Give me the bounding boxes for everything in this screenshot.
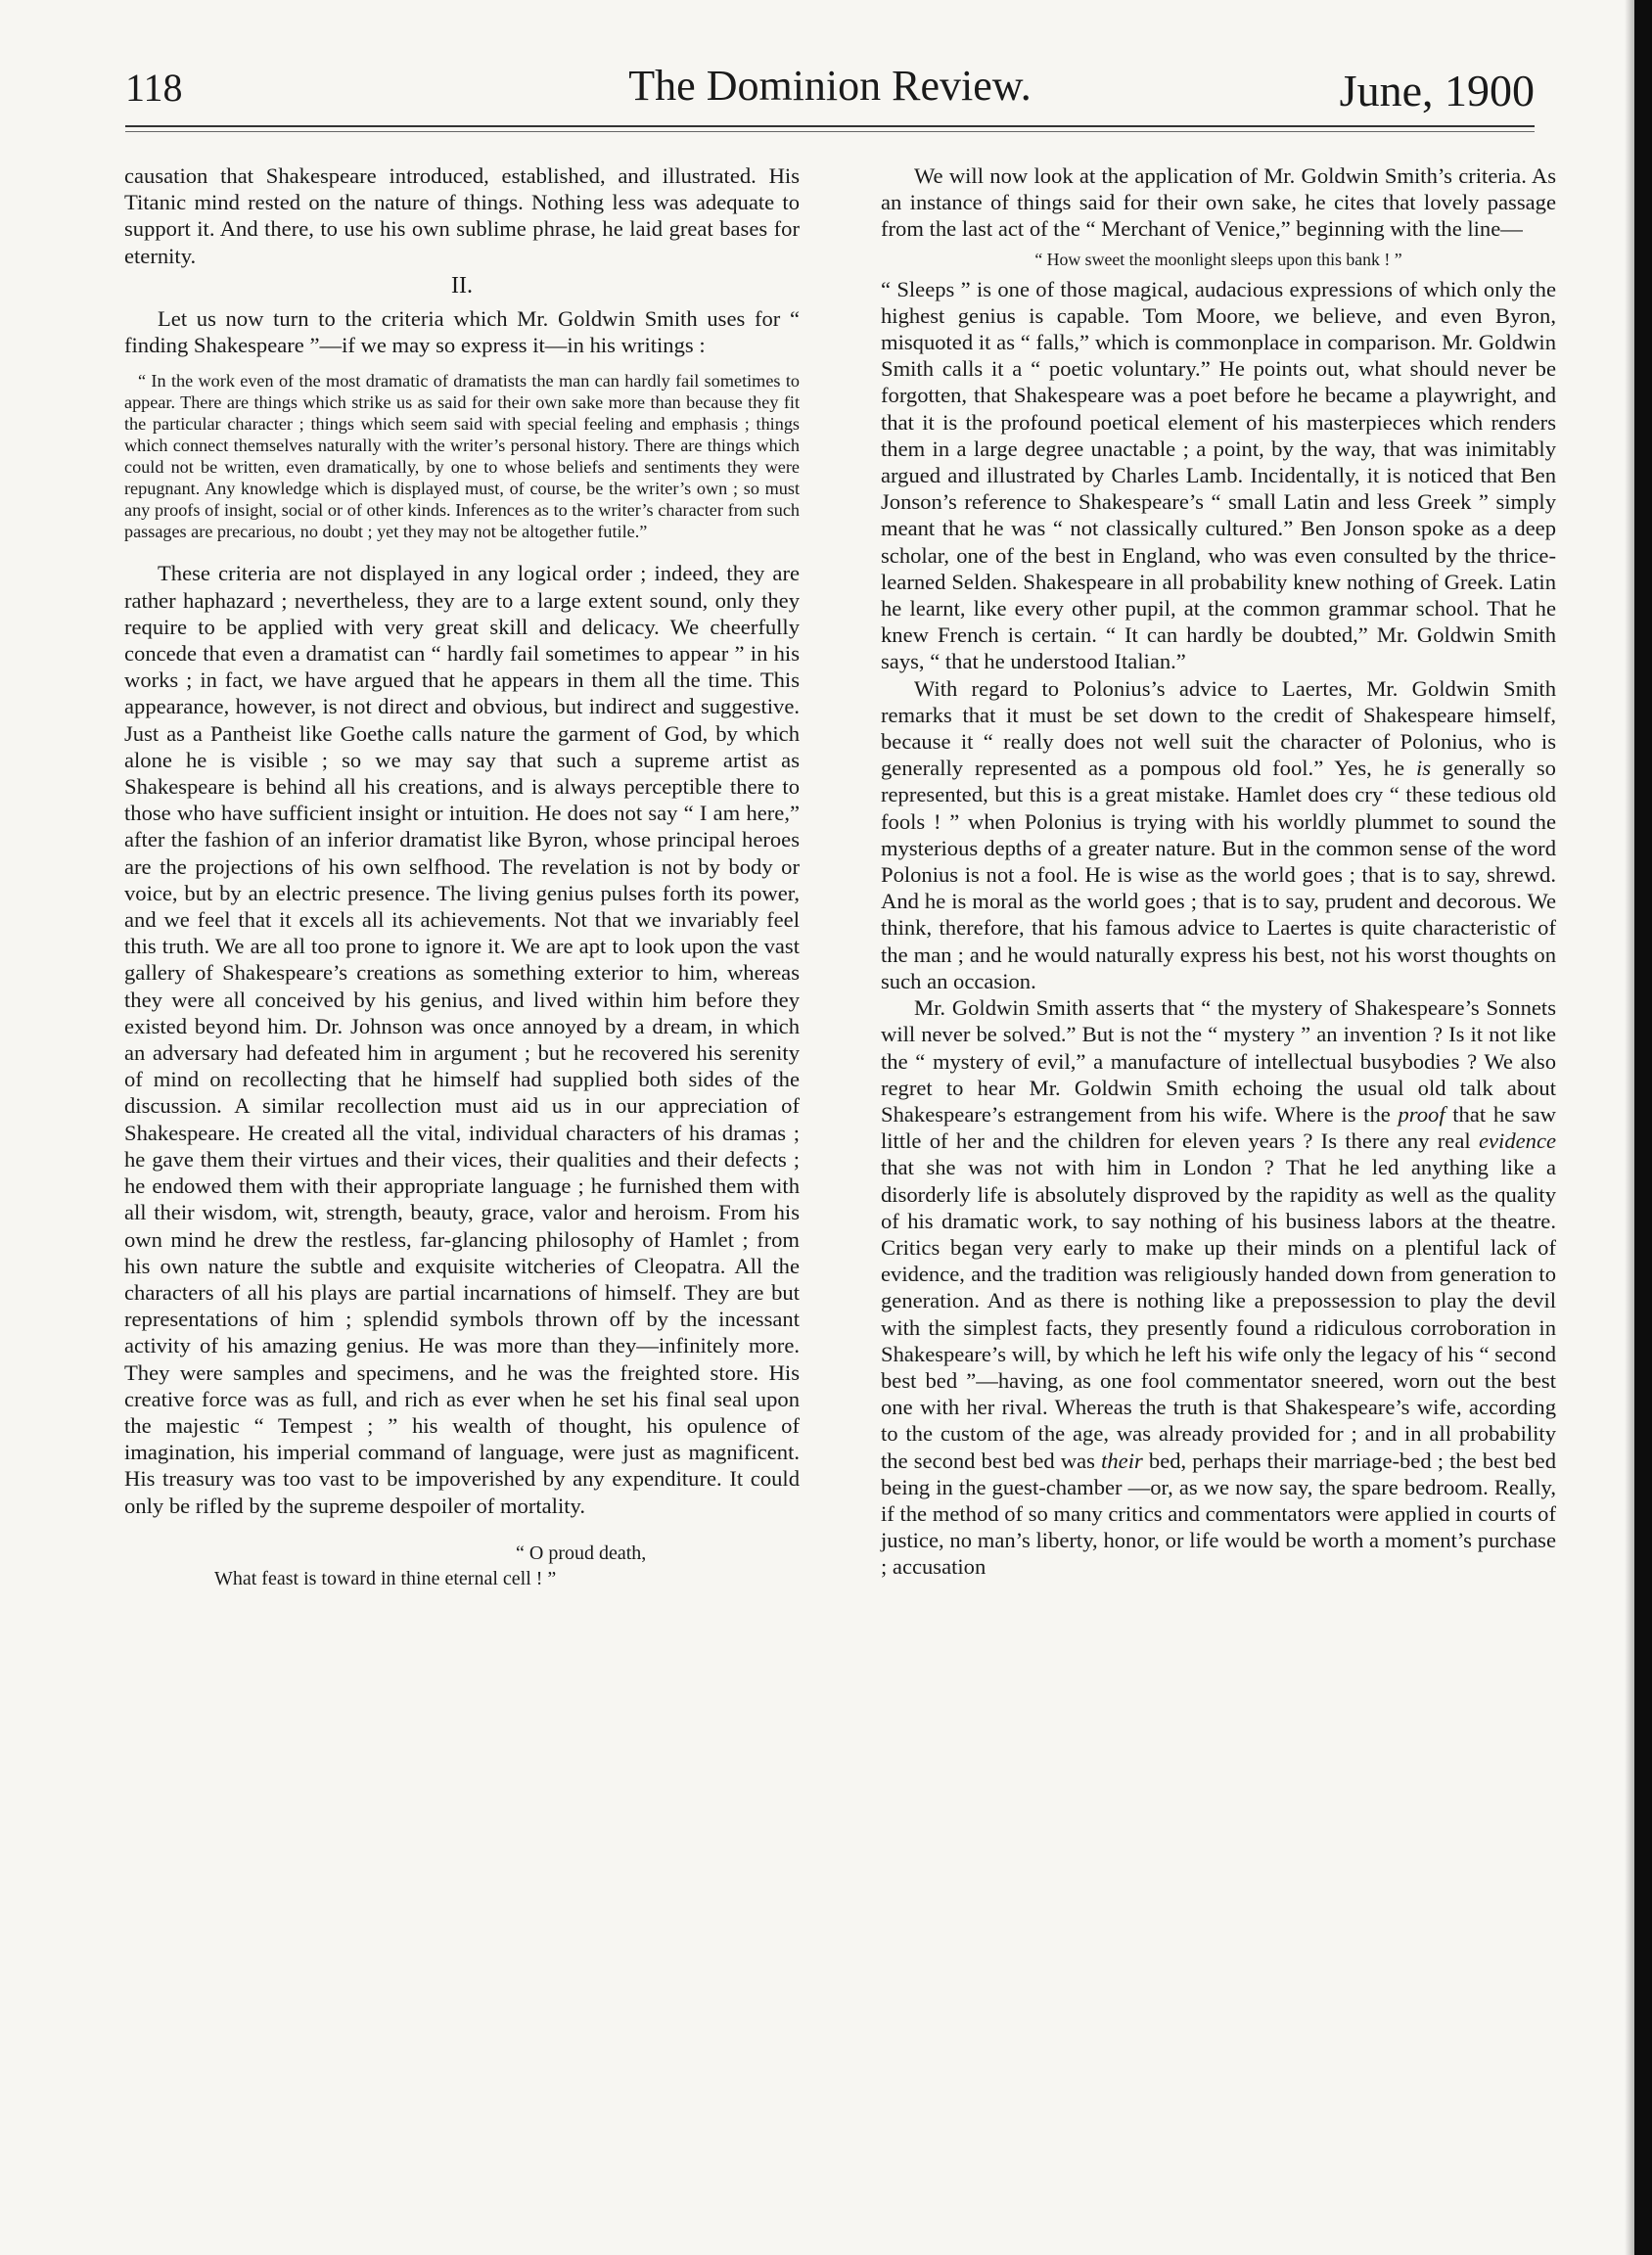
italic-word: evidence <box>1478 1128 1556 1154</box>
paragraph: “ Sleeps ” is one of those magical, audacious expressions of which only the highest genius is capable. Tom Moore, we believe, and even Byron, misquoted it as “ falls,” which is commonplace in comparison. Mr. Goldwin Smith calls it a “ poetic voluntary.” He points out, what should never be forgotten, that Shakespeare was a poet before he became a playwright, and that it is the profound poetical element of his masterpieces which renders them in a large degree unactable ; a point, by the way, that was inimitably argued and illustrated by Charles Lamb. Incidentally, it is noticed that Ben Jonson’s reference to Shakespeare’s “ small Latin and less Greek ” simply meant that he was “ not classically cultured.” Ben Jonson spoke as a deep scholar, one of the best in England, who was even consulted by the thrice-learned Selden. Shakespeare in all probability knew nothing of Greek. Latin he learnt, like every other pupil, at the common grammar school. That he knew French is certain. “ It can hardly be doubted,” Mr. Goldwin Smith says, “ that he understood Italian.” <box>881 276 1556 674</box>
page-number: 118 <box>125 66 183 110</box>
text-run: bed, perhaps their marriage-bed ; the best bed being in the guest-chamber —or, as we now say, the spare bedroom. Really, if the method of so many critics and commentators were applied in courts of justice, no man’s liberty, honor, or life would be worth a moment’s purchase ; accusation <box>881 1448 1556 1580</box>
section-heading: II. <box>451 272 473 299</box>
header-rule-thick <box>125 125 1535 127</box>
text-run: generally so represented, but this is a great mistake. Hamlet does cry “ these tedious old fools ! ” when Polonius is trying with his worldly plummet to sound the mysterious depths of a greater nature. But in the common sense of the word Polonius is not a fool. He is wise as the world goes ; that is to say, shrewd. And he is moral as the world goes ; that is to say, prudent and decorous. We think, therefore, that his famous advice to Laertes is quite characteristic of the man ; and he would naturally express his best, not his worst thoughts on such an occasion. <box>881 756 1556 993</box>
paragraph: Let us now turn to the criteria which Mr. Goldwin Smith uses for “ finding Shakespeare ”—if we may so express it—in his writings : <box>124 306 800 358</box>
text-run: With regard to Polonius’s advice to Laertes, Mr. Goldwin Smith remarks that it must be set down to the credit of Shakespeare himself, because it “ really does not well suit the character of Polonius, who is generally represented as a pompous old fool.” Yes, he <box>881 675 1556 781</box>
paragraph: causation that Shakespeare introduced, established, and illustrated. His Titanic mind rested on the nature of things. Nothing less was adequate to support it. And there, to use his own sublime phrase, he laid great bases for eternity. <box>124 163 800 268</box>
page-binding-edge <box>1634 0 1652 2255</box>
text-run: that she was not with him in London ? That he led anything like a disorderly life is absolutely disproved by the rapidity as well as the quality of his dramatic work, to say nothing of his business labors at the theatre. Critics began very early to make up their minds on a plentiful lack of evidence, and the tradition was religiously handed down from generation to generation. And as there is nothing like a prepossession to play the devil with the simplest facts, they presently found a ridiculous corroboration in Shakespeare’s will, by which he left his wife only the legacy of his “ second best bed ”—having, as one fool commentator sneered, worn out the best one with her rival. Whereas the truth is that Shakespeare’s wife, according to the custom of the age, was already provided for ; and in all probability the second best bed was <box>881 1155 1556 1473</box>
header-rule-thin <box>125 131 1535 132</box>
paragraph <box>881 994 1556 1580</box>
italic-word: their <box>1101 1448 1143 1473</box>
verse-line: “ O proud death, <box>516 1542 647 1564</box>
italic-word: is <box>1415 756 1432 781</box>
paragraph <box>881 675 1556 994</box>
page-binding-shadow <box>1625 0 1634 2255</box>
text-run: Mr. Goldwin Smith asserts that “ the mystery of Shakespeare’s Sonnets will never be solved.” But is not the “ mystery ” an invention ? Is it not like the “ mystery of evil,” a manufacture of intellectual busybodies ? We also regret to hear Mr. Goldwin Smith echoing the usual old talk about Shakespeare’s estrangement from his wife. Where is the <box>881 995 1556 1127</box>
right-column <box>881 162 1556 1581</box>
text-run: that he saw little of her and the children for eleven years ? Is there any real <box>881 1101 1556 1154</box>
italic-word: proof <box>1398 1101 1446 1127</box>
verse-line: What feast is toward in thine eternal cell ! ” <box>214 1567 557 1589</box>
quoted-line: “ How sweet the moonlight sleeps upon this bank ! ” <box>1034 249 1402 269</box>
running-header <box>125 61 1535 119</box>
journal-title: The Dominion Review. <box>628 62 1032 110</box>
left-column <box>124 162 800 1591</box>
paragraph: These criteria are not displayed in any logical order ; indeed, they are rather haphazard ; nevertheless, they are to a large extent sound, only they require to be applied with very great skill and delicacy. We cheerfully concede that even a dramatist can “ hardly fail sometimes to appear ” in his works ; in fact, we have argued that he appears in them all the time. This appearance, however, is not direct and obvious, but indirect and suggestive. Just as a Pantheist like Goethe calls nature the garment of God, by which alone he is visible ; so we may say that such a supreme artist as Shakespeare is behind all his creations, and is always perceptible there to those who have sufficient insight or intuition. He does not say “ I am here,” after the fashion of an inferior dramatist like Byron, whose principal heroes are the projections of his own selfhood. The revelation is not by body or voice, but by an electric presence. The living genius pulses forth its power, and we feel that it excels all its achievements. Not that we invariably feel this truth. We are all too prone to ignore it. We are apt to look upon the vast gallery of Shakespeare’s creations as something exterior to him, whereas they were all conceived by his genius, and lived within him before they existed beyond him. Dr. Johnson was once annoyed by a dream, in which an adversary had defeated him in argument ; but he recovered his serenity of mind on recollecting that he himself had supplied both sides of the discussion. A similar recollection must aid us in our appreciation of Shakespeare. He created all the vital, individual characters of his dramas ; he gave them their virtues and their vices, their qualities and their defects ; he endowed them with their appropriate language ; he furnished them with all their wisdom, wit, strength, beauty, grace, valor and heroism. From his own mind he drew the restless, far-glancing philosophy of Hamlet ; from his own nature the subtle and exquisite witcheries of Cleopatra. All the characters of all his plays are partial incarnations of himself. They are but representations of him ; splendid symbols thrown off by the incessant activity of his amazing genius. He was more than they—infinitely more. They were samples and specimens, and he was the freighted store. His creative force was as full, and rich as ever when he set his final seal upon the majestic “ Tempest ; ” his wealth of thought, his opulence of imagination, his imperial command of language, were just as magnificent. His treasury was too vast to be impoverished by any expenditure. It could only be rifled by the supreme despoiler of mortality. <box>124 561 800 1518</box>
block-quote: “ In the work even of the most dramatic of dramatists the man can hardly fail sometimes to appear. There are things which strike us as said for their own sake more than because they fit the particular character ; things which seem said with special feeling and emphasis ; things which connect themselves naturally with the writer’s personal history. There are things which could not be written, even dramatically, by one to whose beliefs and sentiments they were repugnant. Any knowledge which is displayed must, of course, be the writer’s own ; so must any proofs of insight, social or of other kinds. Inferences as to the writer’s character from such passages are precarious, no doubt ; yet they may not be altogether futile.” <box>124 371 800 542</box>
issue-date: June, 1900 <box>1339 66 1535 115</box>
paragraph: We will now look at the application of Mr. Goldwin Smith’s criteria. As an instance of things said for their own sake, he cites that lovely passage from the last act of the “ Merchant of Venice,” beginning with the line— <box>881 163 1556 242</box>
